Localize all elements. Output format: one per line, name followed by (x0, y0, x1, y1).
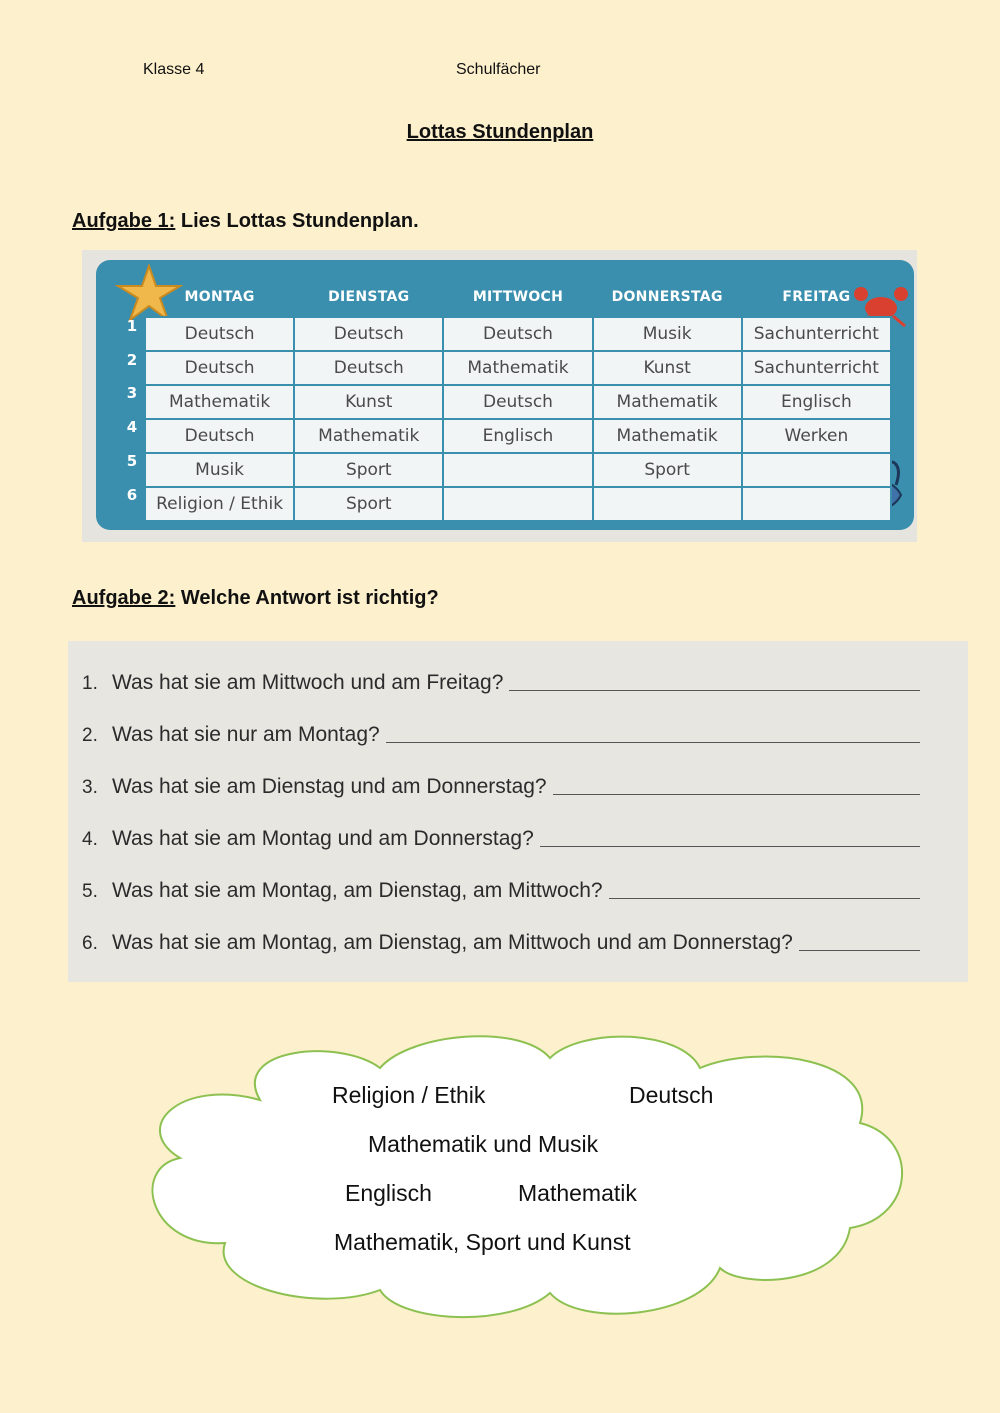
lesson-cell: Sachunterricht (742, 317, 891, 351)
question-item (82, 821, 920, 851)
lesson-cell (742, 487, 891, 521)
timetable-grid (144, 278, 892, 522)
questions-photo (68, 641, 968, 982)
question-text: Was hat sie am Dienstag und am Donnerstag? (112, 775, 547, 798)
period-number: 1 (126, 317, 138, 335)
day-header: FREITAG (782, 289, 851, 305)
question-text: Was hat sie nur am Montag? (112, 723, 380, 746)
question-item (82, 873, 920, 903)
question-text: Was hat sie am Montag und am Donnerstag? (112, 827, 534, 850)
question-number: 4. (82, 829, 98, 850)
task-2-text: Welche Antwort ist richtig? (180, 587, 439, 609)
day-header: MONTAG (184, 289, 255, 305)
lesson-cell: Deutsch (294, 317, 443, 351)
lesson-cell: Kunst (294, 385, 443, 419)
topic-label: Schulfächer (456, 61, 541, 78)
lesson-cell: Deutsch (145, 419, 294, 453)
task-2-label: Aufgabe 2: (72, 587, 176, 609)
answer-option: Mathematik (518, 1180, 637, 1206)
lesson-cell: Deutsch (443, 385, 592, 419)
question-number: 5. (82, 881, 98, 902)
lesson-cell: Sport (294, 487, 443, 521)
answer-line[interactable] (540, 846, 920, 847)
table-row (145, 453, 891, 487)
lesson-cell: Werken (742, 419, 891, 453)
period-number: 5 (126, 452, 138, 470)
answer-option: Mathematik und Musik (368, 1131, 599, 1157)
answer-option: Religion / Ethik (332, 1082, 486, 1108)
answer-cloud (140, 1028, 905, 1326)
page-title: Lottas Stundenplan (406, 121, 594, 143)
task-1-text: Lies Lottas Stundenplan. (180, 210, 419, 232)
question-text: Was hat sie am Montag, am Dienstag, am Mittwoch und am Donnerstag? (112, 931, 793, 954)
question-item (82, 925, 920, 955)
question-number: 3. (82, 777, 98, 798)
answer-line[interactable] (553, 794, 920, 795)
question-number: 1. (82, 673, 98, 694)
task-1-heading (72, 210, 419, 233)
question-number: 6. (82, 933, 98, 954)
lesson-cell: Deutsch (294, 351, 443, 385)
lesson-cell: Mathematik (593, 385, 742, 419)
answer-option: Deutsch (629, 1082, 714, 1108)
lesson-cell: Sport (294, 453, 443, 487)
lesson-cell: Mathematik (443, 351, 592, 385)
cloud-shape (140, 1028, 905, 1326)
lesson-cell: Deutsch (443, 317, 592, 351)
lesson-cell: Sachunterricht (742, 351, 891, 385)
lesson-cell: Religion / Ethik (145, 487, 294, 521)
day-header: DONNERSTAG (611, 289, 723, 305)
answer-option: Mathematik, Sport und Kunst (334, 1229, 631, 1255)
table-row (145, 317, 891, 351)
lesson-cell: Mathematik (294, 419, 443, 453)
answer-line[interactable] (609, 898, 920, 899)
question-number: 2. (82, 725, 98, 746)
lesson-cell: Kunst (593, 351, 742, 385)
lesson-cell: Englisch (742, 385, 891, 419)
lesson-cell: Sport (593, 453, 742, 487)
table-row (145, 385, 891, 419)
answer-line[interactable] (799, 950, 920, 951)
answer-line[interactable] (386, 742, 920, 743)
timetable-header-row (145, 278, 891, 317)
question-item (82, 769, 920, 799)
question-text: Was hat sie am Mittwoch und am Freitag? (112, 671, 504, 694)
class-label: Klasse 4 (143, 61, 205, 78)
answer-option: Englisch (345, 1180, 432, 1206)
question-text: Was hat sie am Montag, am Dienstag, am Mittwoch? (112, 879, 603, 902)
table-row (145, 351, 891, 385)
lesson-cell (443, 453, 592, 487)
day-header: DIENSTAG (328, 289, 410, 305)
timetable-photo (82, 250, 917, 542)
lesson-cell: Englisch (443, 419, 592, 453)
period-number: 3 (126, 384, 138, 402)
period-number: 4 (126, 418, 138, 436)
lesson-cell (742, 453, 891, 487)
task-2-heading (72, 587, 439, 610)
lesson-cell (443, 487, 592, 521)
lesson-cell (593, 487, 742, 521)
lesson-cell: Musik (145, 453, 294, 487)
lesson-cell: Mathematik (145, 385, 294, 419)
question-item (82, 717, 920, 747)
lesson-cell: Deutsch (145, 351, 294, 385)
lesson-cell: Musik (593, 317, 742, 351)
day-header: MITTWOCH (472, 289, 564, 305)
period-number: 6 (126, 486, 138, 504)
question-item (82, 665, 920, 695)
table-row (145, 487, 891, 521)
answer-line[interactable] (509, 690, 920, 691)
lesson-cell: Deutsch (145, 317, 294, 351)
lesson-cell: Mathematik (593, 419, 742, 453)
table-row (145, 419, 891, 453)
task-1-label: Aufgabe 1: (72, 210, 176, 232)
period-number: 2 (126, 351, 138, 369)
